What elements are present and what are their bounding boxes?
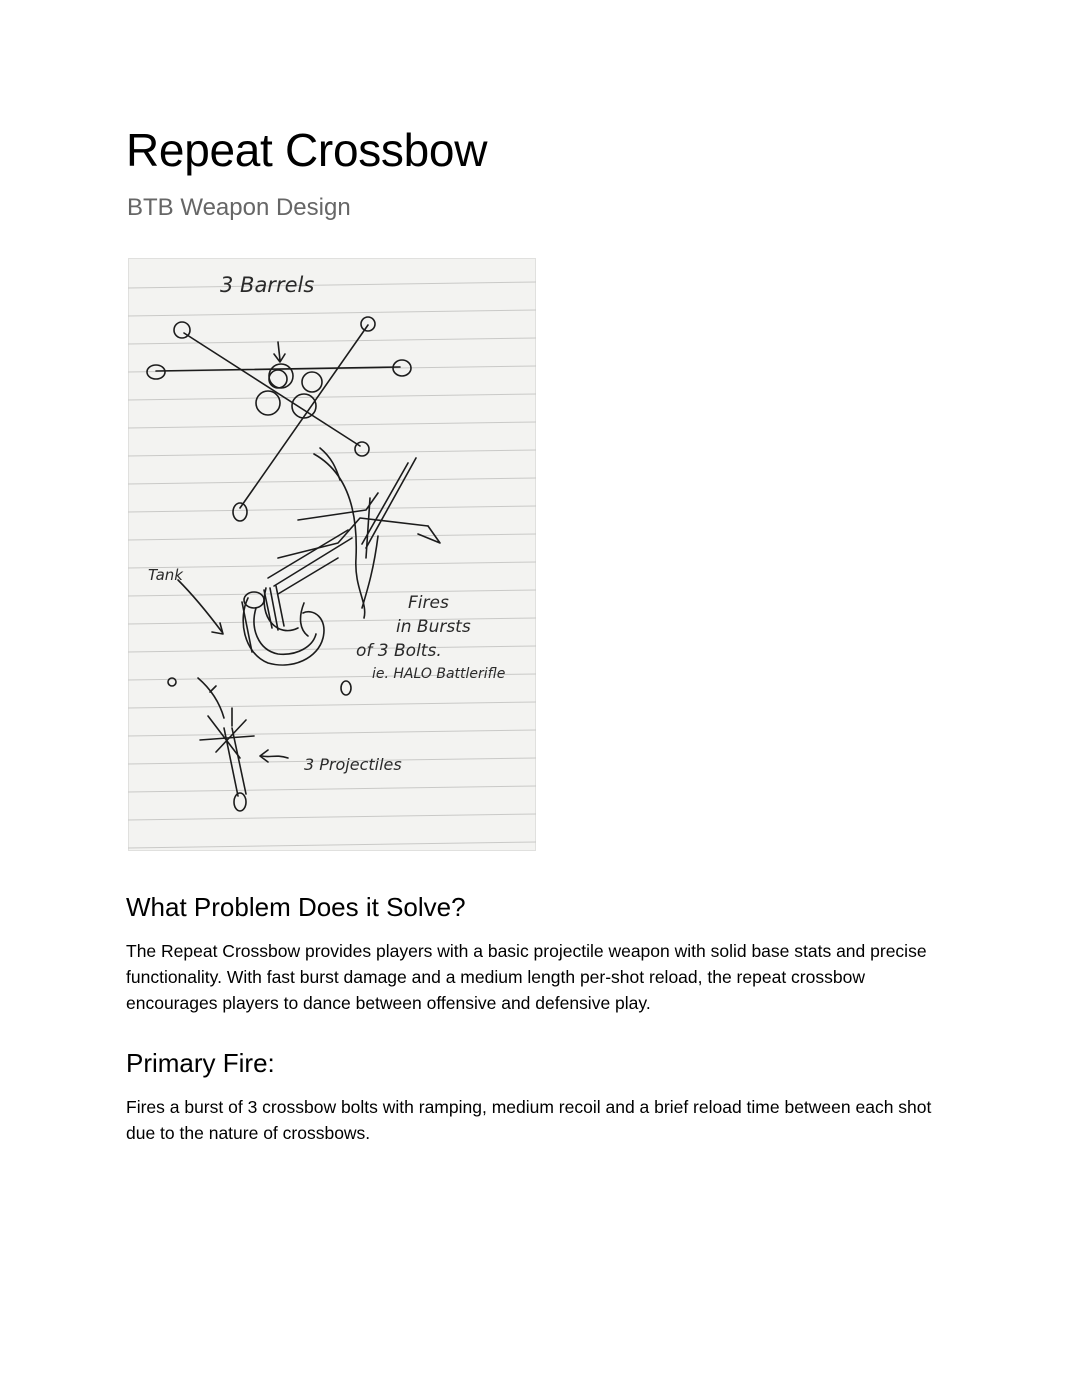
- annotation-barrels: 3 Barrels: [220, 273, 315, 297]
- section-heading-primary-fire: Primary Fire:: [126, 1048, 275, 1078]
- annotation-fires-line3: of 3 Bolts.: [356, 641, 442, 661]
- annotation-fires-line2: in Bursts: [396, 617, 471, 637]
- annotation-fires-line4: ie. HALO Battlerifle: [372, 666, 506, 682]
- page-title: Repeat Crossbow: [126, 124, 488, 176]
- page-subtitle: BTB Weapon Design: [127, 194, 351, 221]
- section-heading-problem: What Problem Does it Solve?: [126, 892, 466, 922]
- annotation-tank: Tank: [148, 566, 183, 584]
- sketch-drawing: [128, 258, 536, 851]
- concept-sketch-photo: [128, 258, 536, 851]
- annotation-fires-line1: Fires: [408, 593, 449, 613]
- section-body-primary-fire: Fires a burst of 3 crossbow bolts with ramping, medium recoil and a brief reload time between each shot due to the nature of crossbows.: [126, 1097, 932, 1143]
- tank-arrow: [178, 580, 223, 634]
- annotation-projectiles: 3 Projectiles: [304, 755, 402, 774]
- barrels-front-view-sketch: [147, 317, 411, 521]
- section-body-problem: The Repeat Crossbow provides players with a basic projectile weapon with solid base stats and precise functionality. With fast burst damage and a medium length per-shot reload, the repeat crossbow encourages players to dance between offensive and defensive play.: [126, 941, 927, 1013]
